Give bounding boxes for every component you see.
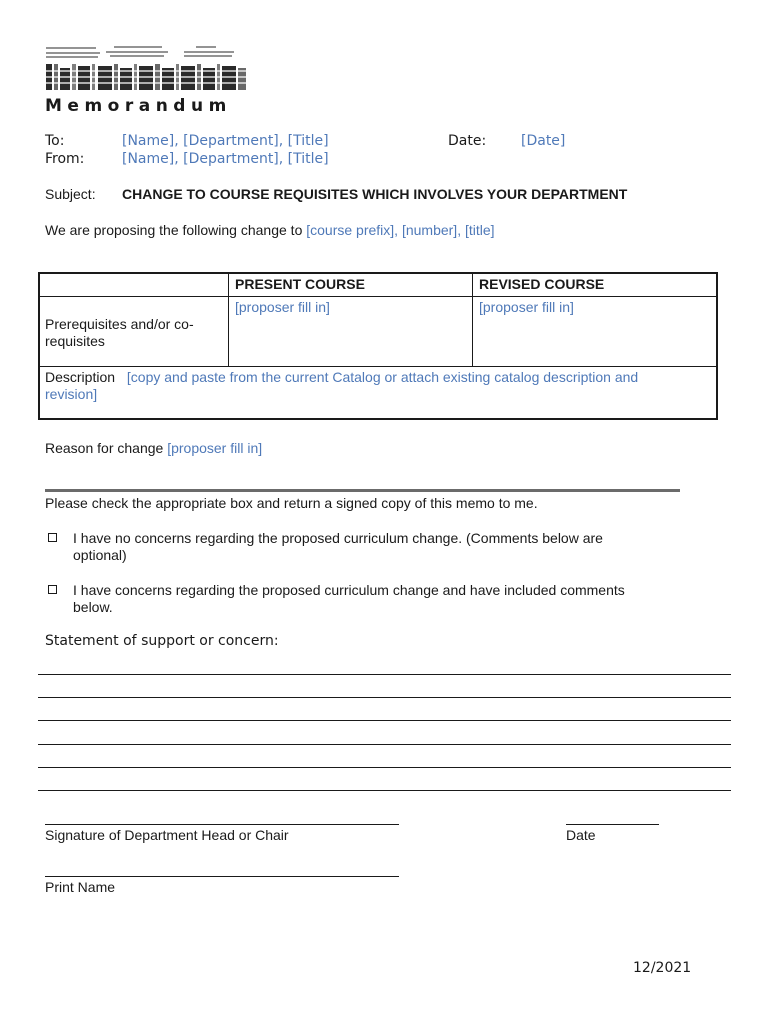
- no-concerns-line2: optional): [73, 547, 127, 563]
- from-value: [Name], [Department], [Title]: [122, 151, 329, 167]
- section-divider: [45, 489, 680, 492]
- description-label: Description: [45, 369, 116, 385]
- present-course-field[interactable]: [proposer fill in]: [235, 299, 330, 315]
- memo-title: Memorandum: [45, 96, 232, 116]
- requisites-label-line1: Prerequisites and/or co-: [45, 316, 194, 332]
- no-concerns-checkbox[interactable]: [48, 533, 57, 542]
- requisites-row-label: [45, 316, 194, 350]
- description-field-cont[interactable]: revision]: [45, 386, 98, 402]
- subject-label: Subject:: [45, 186, 96, 202]
- table-divider: [472, 274, 473, 366]
- signature-date-label: Date: [566, 827, 596, 843]
- has-concerns-line1: I have concerns regarding the proposed curriculum change and have included comments: [73, 582, 625, 598]
- statement-line[interactable]: [38, 697, 731, 698]
- revision-date: 12/2021: [633, 960, 692, 976]
- reason-label: Reason for change: [45, 440, 164, 456]
- date-label: Date:: [448, 133, 487, 149]
- table-divider: [228, 274, 229, 366]
- signature-line[interactable]: [45, 824, 399, 825]
- signature-label: Signature of Department Head or Chair: [45, 827, 289, 843]
- statement-line[interactable]: [38, 674, 731, 675]
- institution-logo: [44, 44, 250, 96]
- requisites-table: [38, 272, 718, 420]
- course-placeholder: [course prefix], [number], [title]: [306, 222, 495, 238]
- print-name-line[interactable]: [45, 876, 399, 877]
- statement-line[interactable]: [38, 790, 731, 791]
- reason-row: [45, 440, 262, 456]
- description-field[interactable]: [copy and paste from the current Catalog or attach existing catalog description and: [126, 369, 639, 385]
- intro-text: [45, 222, 495, 238]
- statement-line[interactable]: [38, 767, 731, 768]
- to-value: [Name], [Department], [Title]: [122, 133, 329, 149]
- from-label: From:: [45, 151, 85, 167]
- subject-value: CHANGE TO COURSE REQUISITES WHICH INVOLVES YOUR DEPARTMENT: [122, 186, 628, 202]
- to-label: To:: [45, 133, 65, 149]
- no-concerns-line1: I have no concerns regarding the proposed curriculum change. (Comments below are: [73, 530, 603, 546]
- has-concerns-line2: below.: [73, 599, 113, 615]
- intro-text-lead: We are proposing the following change to: [45, 222, 303, 238]
- statement-line[interactable]: [38, 744, 731, 745]
- statement-heading: Statement of support or concern:: [45, 633, 279, 649]
- signature-date-line[interactable]: [566, 824, 659, 825]
- description-row: [45, 369, 638, 403]
- table-divider: [40, 366, 716, 367]
- revised-course-field[interactable]: [proposer fill in]: [479, 299, 574, 315]
- has-concerns-option: [73, 582, 625, 616]
- revised-course-header: REVISED COURSE: [479, 276, 605, 292]
- instruction-text: Please check the appropriate box and return a signed copy of this memo to me.: [45, 495, 538, 511]
- print-name-label: Print Name: [45, 879, 116, 895]
- date-value: [Date]: [521, 133, 566, 149]
- requisites-label-line2: requisites: [45, 333, 105, 349]
- has-concerns-checkbox[interactable]: [48, 585, 57, 594]
- no-concerns-option: [73, 530, 603, 564]
- reason-field[interactable]: [proposer fill in]: [167, 440, 263, 456]
- table-divider: [40, 296, 716, 297]
- present-course-header: PRESENT COURSE: [235, 276, 365, 292]
- statement-line[interactable]: [38, 720, 731, 721]
